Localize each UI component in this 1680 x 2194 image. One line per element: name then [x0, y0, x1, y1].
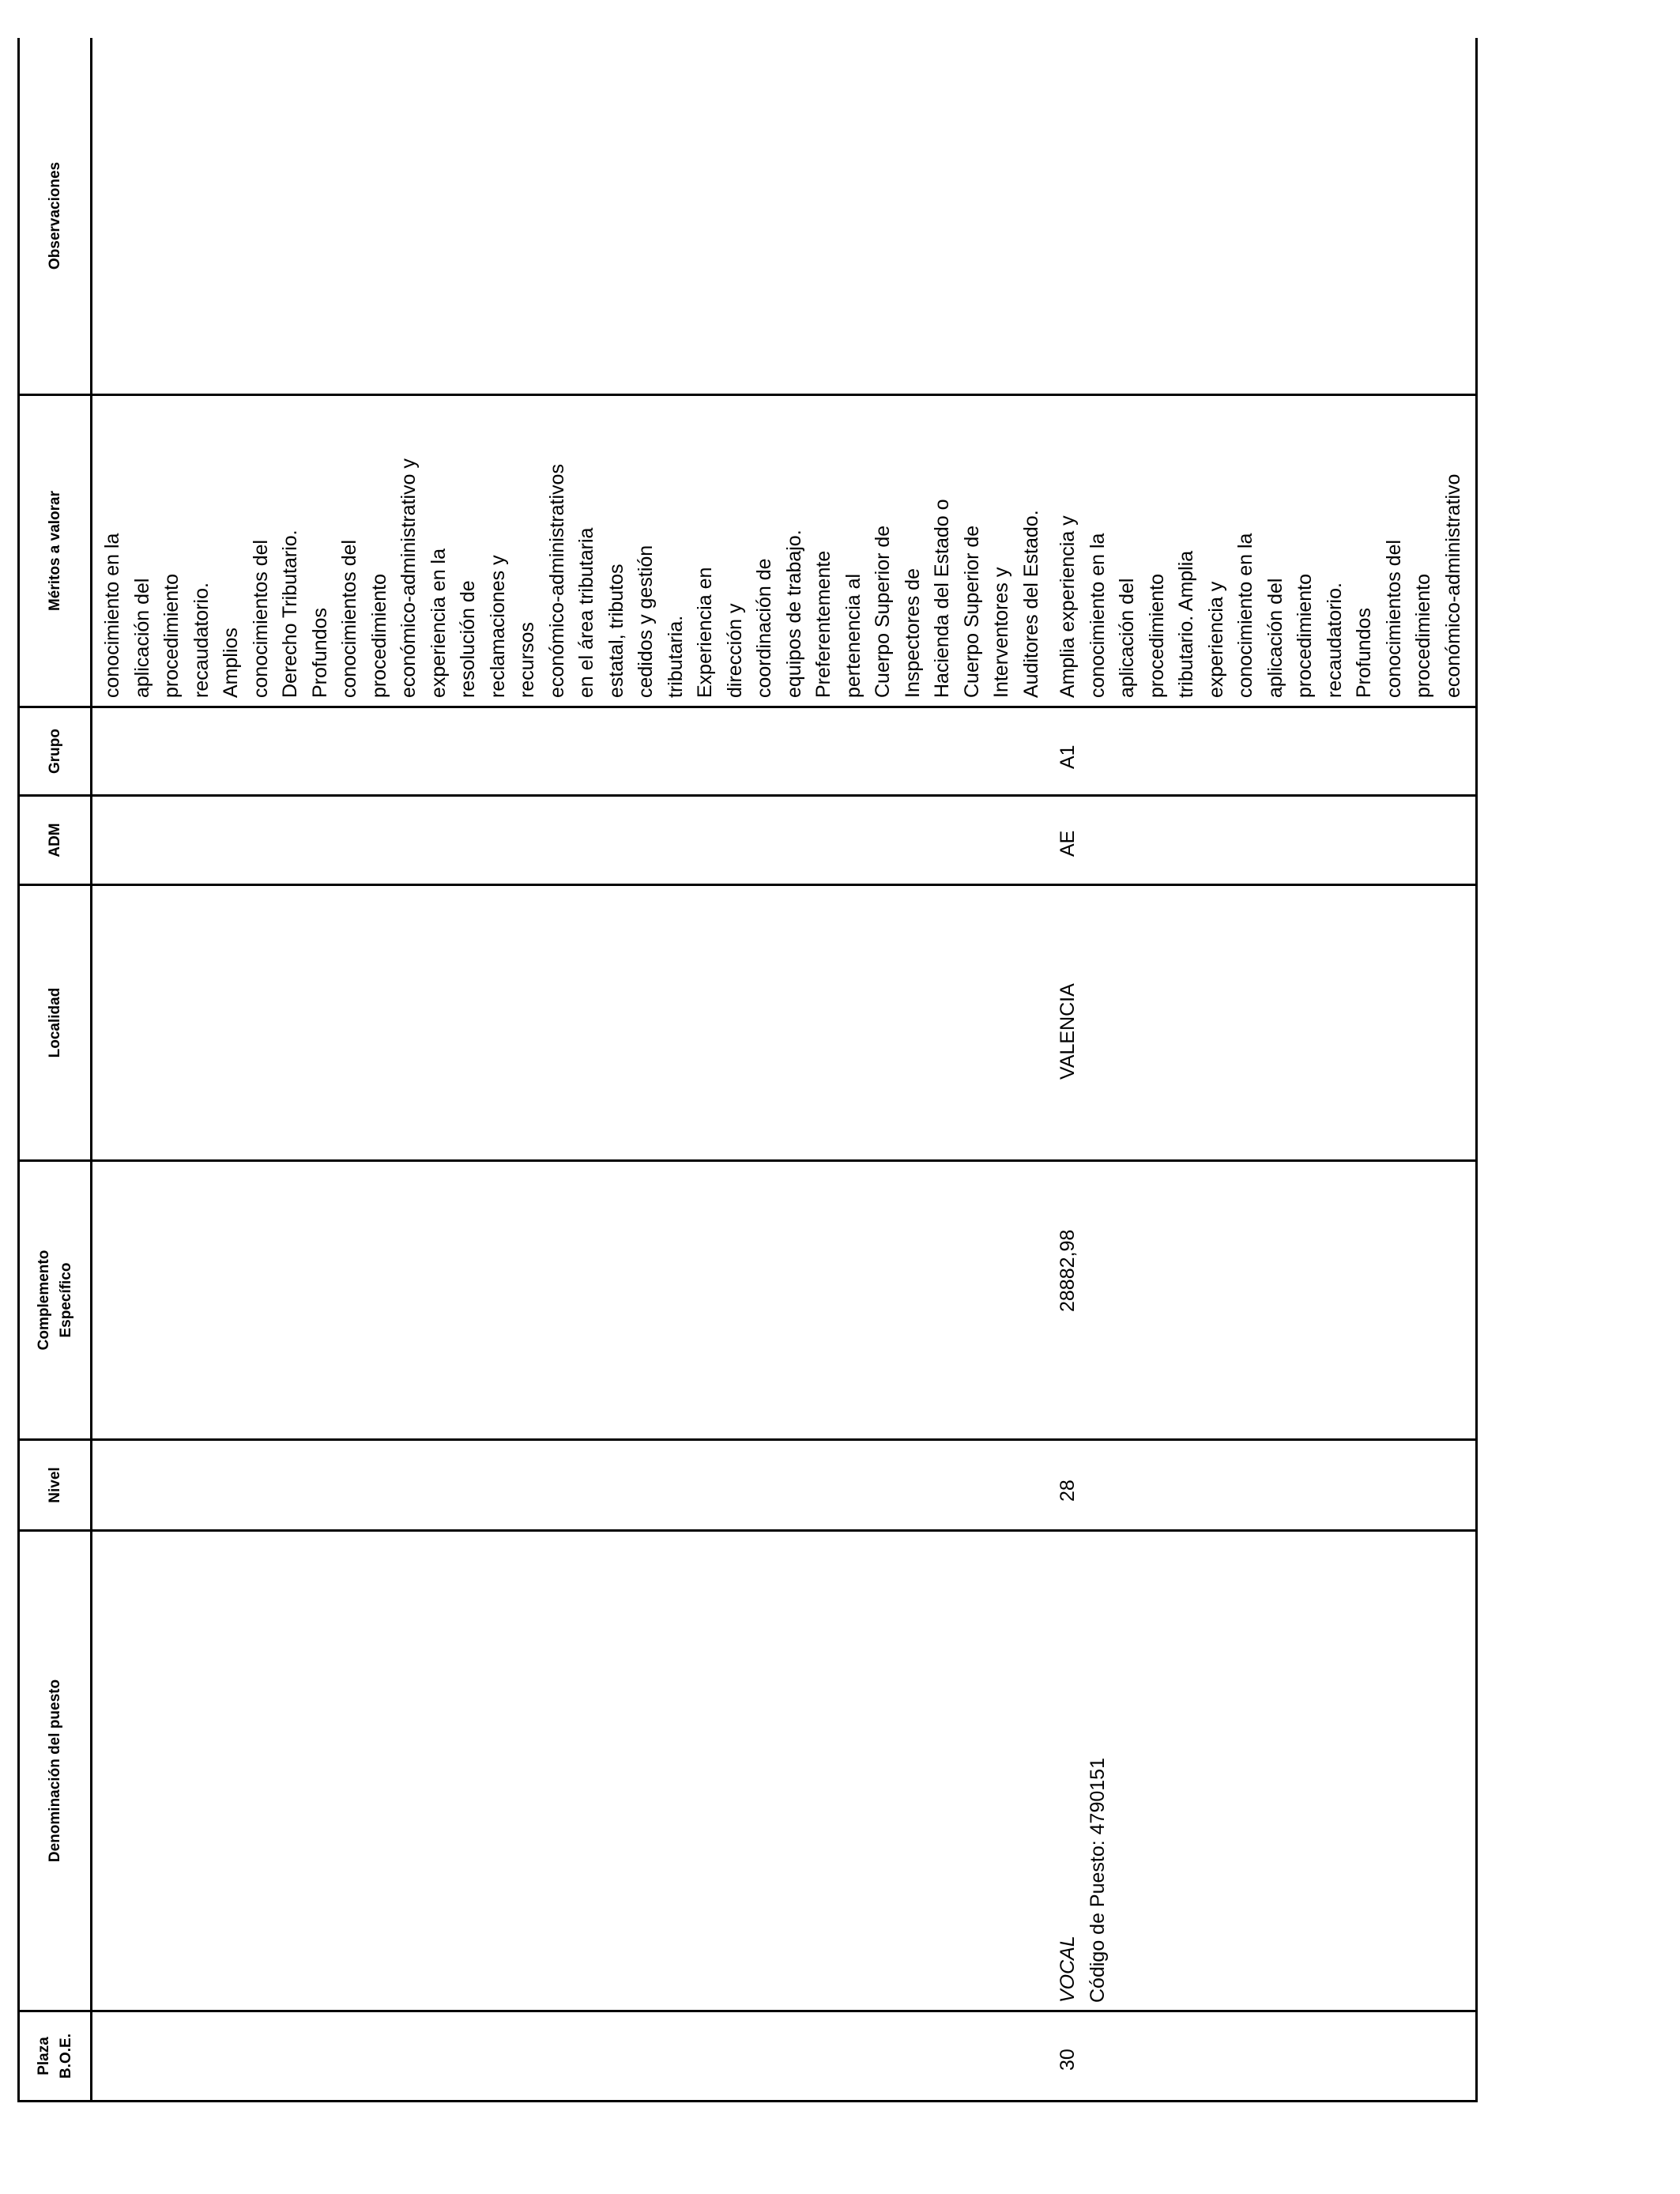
- header-complemento: Complemento Específico: [35, 1250, 74, 1351]
- meritos-line: procedimiento: [367, 573, 390, 698]
- meritos-line: conocimientos del: [249, 539, 272, 698]
- meritos-line: cedidos y gestión: [635, 545, 657, 698]
- meritos-line: económico-administrativo y: [397, 458, 420, 698]
- meritos-line: procedimiento: [1145, 573, 1168, 698]
- header-denominacion: Denominación del puesto: [46, 1679, 63, 1863]
- col-border-8: [17, 394, 1478, 396]
- meritos-line: experiencia y: [1204, 581, 1227, 698]
- meritos-line: Experiencia en: [694, 567, 716, 698]
- meritos-line: conocimiento en la: [1086, 533, 1109, 698]
- meritos-line: Inspectores de: [901, 568, 924, 698]
- meritos-line: aplicación del: [1264, 578, 1286, 698]
- meritos-line: Cuerpo Superior de: [872, 525, 894, 698]
- meritos-line: equipos de trabajo.: [782, 530, 805, 698]
- header-plaza: Plaza B.O.E.: [35, 2034, 74, 2079]
- meritos-line: recursos: [516, 622, 538, 698]
- header-meritos: Méritos a valorar: [46, 490, 63, 612]
- meritos-row-2: [1053, 474, 1468, 698]
- meritos-line: Auditores del Estado.: [1019, 510, 1042, 698]
- col-border-4: [17, 1159, 1478, 1162]
- meritos-line: Derecho Tributario.: [279, 530, 301, 698]
- meritos-line: procedimiento: [160, 573, 183, 698]
- header-adm: ADM: [46, 823, 63, 858]
- col-border-6: [17, 794, 1478, 797]
- meritos-line: conocimientos del: [338, 539, 360, 698]
- meritos-line: coordinación de: [753, 558, 775, 698]
- col-border-5: [17, 884, 1478, 886]
- denominacion-cell: [1053, 1758, 1113, 2003]
- header-observaciones: Observaciones: [46, 161, 63, 270]
- meritos-line: conocimiento en la: [1234, 533, 1256, 698]
- col-border-2: [17, 1529, 1478, 1532]
- meritos-line: resolución de: [457, 580, 479, 698]
- meritos-line: pertenencia al: [842, 573, 864, 698]
- meritos-line: Preferentemente: [812, 550, 834, 698]
- meritos-line: Profundos: [308, 608, 331, 698]
- meritos-line: económico-administrativo: [1441, 473, 1464, 698]
- col-border-left: [17, 2100, 1478, 2102]
- meritos-line: Amplios: [220, 628, 242, 698]
- meritos-line: dirección y: [723, 603, 746, 698]
- meritos-line: procedimiento: [1412, 573, 1434, 698]
- header-grupo: Grupo: [46, 729, 63, 774]
- meritos-line: Interventores y: [990, 567, 1012, 698]
- header-bottom-border: [90, 38, 92, 2102]
- meritos-line: reclamaciones y: [486, 555, 509, 698]
- meritos-line: tributario. Amplia: [1175, 550, 1197, 698]
- nivel-value: 28: [1057, 1480, 1079, 1502]
- meritos-line: estatal, tributos: [605, 564, 627, 698]
- meritos-line: conocimiento en la: [101, 533, 123, 698]
- meritos-line: tributaria.: [664, 615, 687, 698]
- meritos-line: Hacienda del Estado o: [931, 499, 953, 698]
- col-border-7: [17, 706, 1478, 708]
- table-bottom-border: [1475, 38, 1478, 2102]
- plaza-value: 30: [1057, 2049, 1079, 2071]
- meritos-line: recaudatorio.: [1323, 582, 1346, 698]
- header-nivel: Nivel: [46, 1467, 63, 1503]
- denominacion-title: VOCAL: [1057, 1936, 1079, 2003]
- meritos-line: aplicación del: [130, 578, 153, 698]
- codigo-puesto: Código de Puesto: 4790151: [1086, 1758, 1109, 2003]
- meritos-line: económico-administrativos: [545, 464, 568, 698]
- meritos-line: conocimientos del: [1382, 539, 1405, 698]
- meritos-line: procedimiento: [1294, 573, 1316, 698]
- meritos-line: Cuerpo Superior de: [960, 525, 983, 698]
- meritos-row-1: [98, 458, 1046, 698]
- meritos-line: en el área tributaria: [575, 527, 597, 698]
- col-border-1: [17, 2010, 1478, 2012]
- meritos-line: experiencia en la: [427, 548, 450, 698]
- grupo-value: A1: [1057, 745, 1079, 769]
- meritos-line: Profundos: [1353, 608, 1375, 698]
- col-border-3: [17, 1438, 1478, 1441]
- localidad-value: VALENCIA: [1057, 983, 1079, 1080]
- meritos-line: Amplia experiencia y: [1057, 515, 1079, 698]
- meritos-line: recaudatorio.: [190, 582, 213, 698]
- meritos-line: aplicación del: [1116, 578, 1138, 698]
- complemento-value: 28882,98: [1057, 1229, 1079, 1312]
- header-localidad: Localidad: [46, 987, 63, 1058]
- adm-value: AE: [1057, 830, 1079, 857]
